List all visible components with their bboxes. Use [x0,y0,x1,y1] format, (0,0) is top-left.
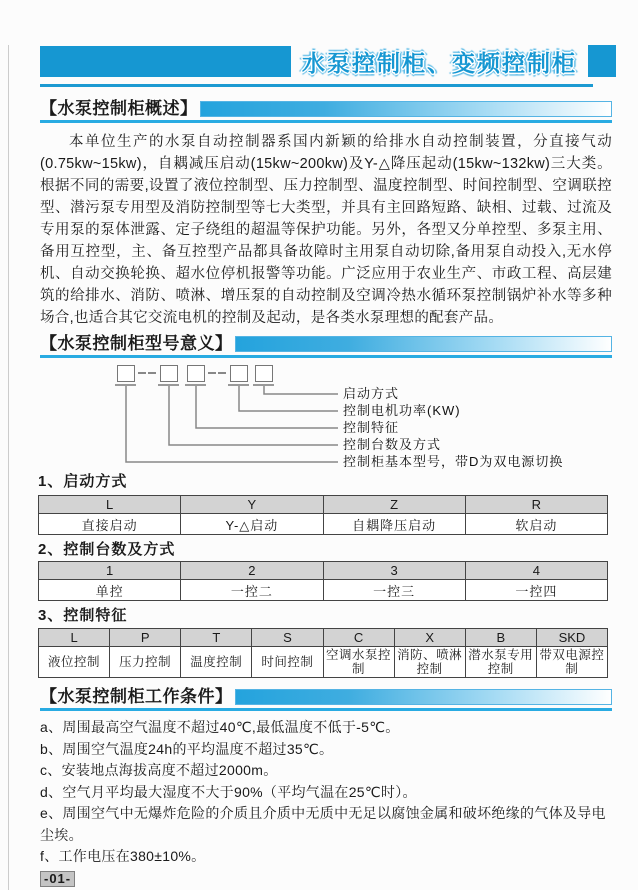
table-header-row [39,562,608,580]
table-header-cell: T [181,629,252,647]
diagram-label-power: 控制电机功率(KW) [343,403,461,418]
table-header-cell: 4 [465,562,607,580]
banner-underline [40,84,593,87]
section-heading: 【水泵控制柜工作条件】 [40,687,233,706]
table-header-cell: SKD [536,629,607,647]
table-value-cell: 单控 [39,580,181,601]
table-value-cell: Y-△启动 [181,514,323,535]
condition-item-a: a、周围最高空气温度不超过40℃,最低温度不低于-5℃。 [40,719,400,735]
table-value-cell: 时间控制 [252,647,323,678]
table-value-cell: 潜水泵专用控制 [465,647,536,678]
start-mode-table [38,495,608,535]
table-header-cell: B [465,629,536,647]
model-number-diagram [38,360,612,468]
diagram-label-feature: 控制特征 [343,420,400,435]
condition-item-c: c、安装地点海拔高度不超过2000m。 [40,762,278,778]
diagram-label-units: 控制台数及方式 [343,437,442,452]
table-header-row [39,629,608,647]
table-value-cell: 自耦降压启动 [323,514,465,535]
page-edge-line [8,45,9,890]
section-heading: 【水泵控制柜型号意义】 [40,334,233,353]
overview-paragraph: 本单位生产的水泵自动控制器系国内新颖的给排水自动控制装置，分直接气动(0.75kw~15kw)，自耦减压启动(15kw~200kw)及Y-△降压起动(15kw~132kw)三大类。根据不同的需要,设置了液位控制型、压力控制型、温度控制型、时间控制型、空调联控型、潜污泵专用型及消防控制型等七大类型，并具有主回路短路、缺相、过载、过流及专用泵的泵体泄露、定子绕组的超温等保护功能。另外，各型又分单控型、多泵主用、备用互控型，主、备互控型产品都具备故障时主用泵自动切除,备用泵自动投入,无水停机、自动交换轮换、超水位停机报警等功能。广泛应用于农业生产、市政工程、高层建筑的给排水、消防、喷淋、增压泵的自动控制及空调冷热水循环泵控制锅炉补水等多种场合,也适合其它交流电机的控制及起动，是各类水泵理想的配套产品。 [40,134,612,326]
table-value-row [39,514,608,535]
diagram-label-start: 启动方式 [343,386,400,401]
table-header-cell: 1 [39,562,181,580]
table-header-cell: C [323,629,394,647]
table-value-row [39,580,608,601]
condition-item-b: b、周围空气温度24h的平均温度不超过35℃。 [40,740,334,757]
subsection-title-control-feature: 3、控制特征 [38,607,128,624]
table-header-cell: L [39,629,110,647]
table-header-cell: X [394,629,465,647]
diagram-label-base: 控制柜基本型号，带D为双电源切换 [343,454,564,469]
header-banner [40,45,616,77]
section-header-overview [40,99,612,123]
table-value-cell: 液位控制 [39,647,110,678]
table-header-cell: Z [323,496,465,514]
table-header-cell: 3 [323,562,465,580]
table-value-cell: 一控二 [181,580,323,601]
condition-item-f: f、工作电压在380±10%。 [40,848,206,864]
subsection-title-start-mode: 1、启动方式 [38,473,128,490]
gradient-bar [235,336,613,352]
section-header-model [40,334,612,358]
section-working-conditions [0,687,638,868]
control-feature-table [38,628,608,678]
condition-item-d: d、空气月平均最大湿度不大于90%（平均气温在25℃时）。 [40,783,417,800]
condition-item-e: e、周围空气中无爆炸危险的介质且介质中无质中无足以腐蚀金属和破坏绝缘的气体及导电尘埃。 [40,805,606,843]
table-value-cell: 温度控制 [181,647,252,678]
subsection-title-unit-count: 2、控制台数及方式 [38,541,176,558]
table-value-cell: 消防、喷淋控制 [394,647,465,678]
table-value-cell: 带双电源控制 [536,647,607,678]
table-value-cell: 一控四 [465,580,607,601]
table-header-cell: P [110,629,181,647]
section-header-conditions [40,687,612,711]
table-value-cell: 软启动 [465,514,607,535]
table-header-row [39,496,608,514]
gradient-bar [200,101,613,117]
table-value-cell: 空调水泵控制 [323,647,394,678]
banner-bar [40,46,291,77]
table-header-cell: L [39,496,181,514]
table-value-cell: 一控三 [323,580,465,601]
section-overview [0,99,638,329]
section-heading: 【水泵控制柜概述】 [40,99,198,118]
table-value-row [39,647,608,678]
diagram-connector-lines [38,360,612,468]
section-model-meaning [0,334,638,678]
page-number: -01- [40,871,75,887]
gradient-bar [235,689,613,705]
banner-square [588,45,616,77]
page-title: 水泵控制柜、变频控制柜 [302,49,577,76]
table-header-cell: Y [181,496,323,514]
table-header-cell: R [465,496,607,514]
unit-count-table [38,561,608,601]
table-header-cell: S [252,629,323,647]
table-header-cell: 2 [181,562,323,580]
table-value-cell: 直接启动 [39,514,181,535]
table-value-cell: 压力控制 [110,647,181,678]
